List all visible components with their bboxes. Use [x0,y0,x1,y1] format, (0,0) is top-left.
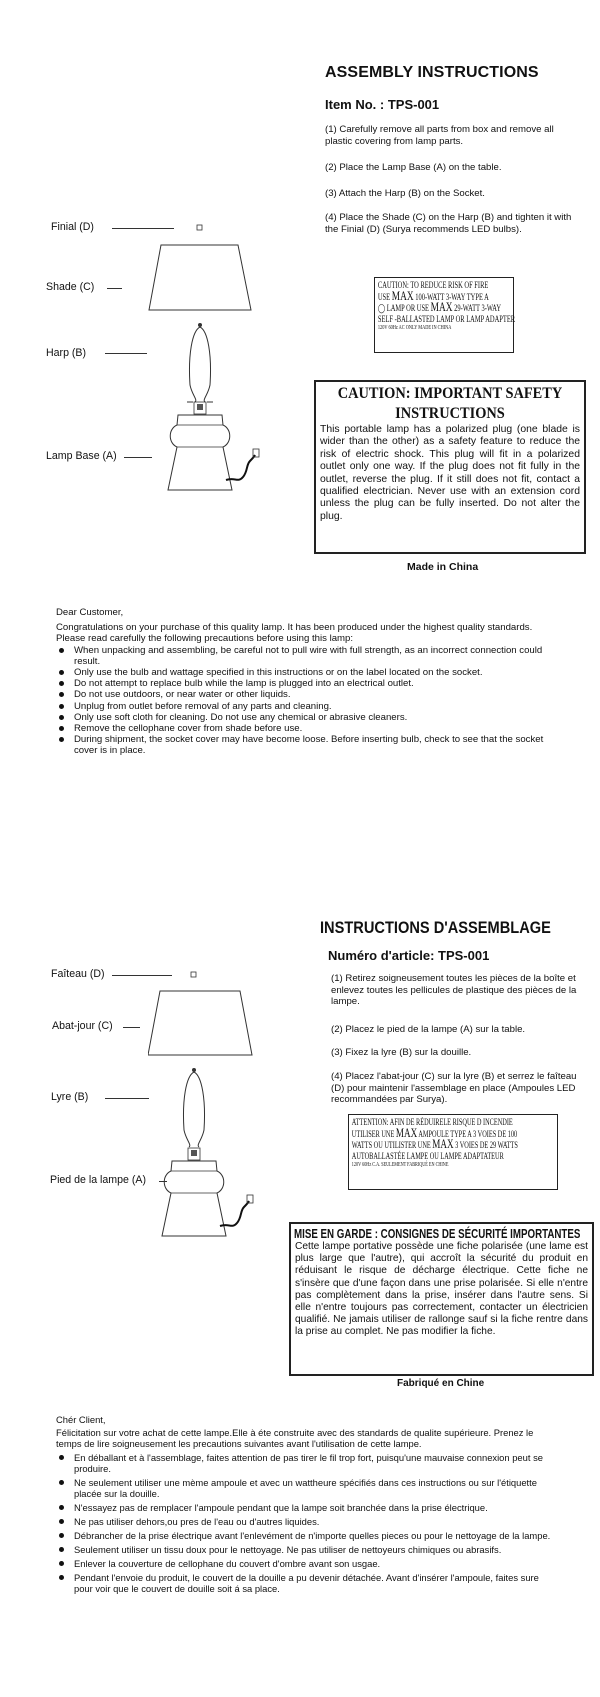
label-harp: Harp (B) [46,347,87,359]
step-2: (2) Place the Lamp Base (A) on the table. [325,162,502,173]
greeting: Chér Client, [56,1414,106,1425]
customer-letter-fr [56,1414,556,1594]
step-4: (4) Place the Shade (C) on the Harp (B) and tighten it with the Finial (D) (Surya recommends LED bulbs). [325,212,572,235]
safety-instructions-box [314,380,586,554]
page-title: ASSEMBLY INSTRUCTIONS [325,64,539,81]
list-item: Ne pas utiliser dehors,ou pres de l'eau ou d'autres liquides. [56,1516,556,1527]
warning-label: CAUTION: TO REDUCE RISK OF FIRE USE MAX 100-WATT 3-WAY TYPE A ◯ LAMP OR USE MAX 29-WATT 3-WAY SELF -BALLASTED LAMP OR LAMP ADAPTER 120V 60Hz AC ONLY MADE IN CHINA [374,277,514,353]
precautions-list [56,1452,556,1594]
intro: Congratulations on your purchase of this quality lamp. It has been produced under the highest quality standards. Please read carefully the following precautions before using this lamp: [56,622,533,645]
label-shade: Shade (C) [46,281,95,293]
list-item: Enlever la couverture de cellophane du couvert d'ombre avant son usgae. [56,1558,556,1569]
safety-instructions-box-fr [289,1222,594,1376]
list-item: Remove the cellophane cover from shade before use. [56,723,556,734]
made-in: Made in China [407,561,479,573]
list-item: During shipment, the socket cover may have become loose. Before inserting bulb, check to see that the socket cover is in place. [56,734,556,756]
item-number-fr: Numéro d'article: TPS-001 [328,948,490,963]
lamp-base-shape [168,415,232,490]
page-title-fr: INSTRUCTIONS D'ASSEMBLAGE [320,918,551,937]
finial-shape [197,225,202,230]
step-3-fr: (3) Fixez la lyre (B) sur la douille. [331,1047,472,1058]
leader-line [107,288,122,289]
made-in-fr: Fabriqué en Chine [397,1378,485,1389]
step-1-fr: (1) Retirez soigneusement toutes les pièces de la boîte et enlevez toutes les pellicules de plastique des pièces de la lampe. [331,973,577,1007]
list-item: Only use soft cloth for cleaning. Do not use any chemical or abrasive cleaners. [56,712,556,723]
safety-title-fr: MISE EN GARDE : CONSIGNES DE SÉCURITÉ IMPORTANTES [294,1227,581,1241]
leader-line [105,1098,149,1099]
intro: Félicitation sur votre achat de cette lampe.Elle à éte construite avec des standards de qualite supérieure. Prenez le temps de lire soigneusement les precautions suivantes avant l'utilisation de cette lampe. [56,1427,534,1449]
step-2-fr: (2) Placez le pied de la lampe (A) sur la table. [331,1024,526,1035]
finial-shape [191,972,196,977]
label-harp-fr: Lyre (B) [51,1091,89,1103]
leader-line [123,1027,140,1028]
label-finial-fr: Faîteau (D) [51,968,105,980]
greeting: Dear Customer, [56,607,124,618]
list-item: Do not attempt to replace bulb while the lamp is plugged into an electrical outlet. [56,678,556,689]
warning-label-fr: ATTENTION: AFIN DE RÉDUIRELE RISQUE D INCENDIE UTILISER UNE MAX AMPOULE TYPE A 3 VOIES DE 100 WATTS OU UTILISTER UNE MAX 3 VOIES DE 29 WATTS AUTOBALLASTÉE LAMPE OU LAMPE ADAPTATEUR 120V 60Hz C.A. SEULEMENT FABRIQUÉ EN CHINE [348,1114,558,1190]
precautions-list [56,645,556,757]
lamp-base-shape [162,1161,226,1236]
label-finial: Finial (D) [51,221,94,233]
cord-shape [226,455,255,480]
item-number: Item No. : TPS-001 [325,97,440,112]
list-item: Seulement utiliser un tissu doux pour le nettoyage. Ne pas utiliser de nettoyeurs chimiques ou abrasifs. [56,1544,556,1555]
step-4-fr: (4) Placez l'abat-jour (C) sur la lyre (B) et serrez le faîteau (D) pour maintenir l'assemblage en place (Ampoules LED recommandées par Surya). [331,1071,577,1105]
harp-shape [183,1072,204,1147]
list-item: En déballant et à l'assemblage, faites attention de pas tirer le fil trop fort, puisqu'une mauvaise connexion peut se produire. [56,1452,556,1474]
list-item: Ne seulement utiliser une mème ampoule et avec un wattheure spécifiés dans ces instructions ou sur l'étiquette placée sur la douille. [56,1477,556,1499]
label-lamp-base: Lamp Base (A) [46,450,117,462]
list-item: Unplug from outlet before removal of any parts and cleaning. [56,701,556,712]
step-3: (3) Attach the Harp (B) on the Socket. [325,188,485,199]
list-item: N'essayez pas de remplacer l'ampoule pendant que la lampe soit branchée dans la prise électrique. [56,1502,556,1513]
bulb-icon: ◯ [377,303,386,313]
list-item: Do not use outdoors, or near water or other liquids. [56,689,556,700]
list-item: Débrancher de la prise électrique avant l'enlevément de n'importe quelles pieces ou pour le nettoyage de la lampe. [56,1530,556,1541]
label-lamp-base-fr: Pied de la lampe (A) [50,1174,146,1186]
step-1: (1) Carefully remove all parts from box and remove all plastic covering from lamp parts. [325,124,554,147]
list-item: Pendant l'envoie du produit, le couvert de la douille a pu devenir détachée. Avant d'insérer l'ampoule, faites sure pour voir que le couvert de douille soit á sa place. [56,1572,556,1594]
harp-shape [189,327,210,402]
cord-shape [220,1201,249,1226]
safety-title: CAUTION: IMPORTANT SAFETY INSTRUCTIONS [337,385,563,422]
shade-shape [148,991,252,1055]
lamp-diagram [140,215,280,500]
list-item: When unpacking and assembling, be careful not to pull wire with full strength, as an incorrect connection could result. [56,645,556,667]
customer-letter [56,607,556,757]
lamp-diagram-fr [148,962,288,1247]
label-shade-fr: Abat-jour (C) [52,1020,113,1032]
shade-shape [149,245,251,310]
list-item: Only use the bulb and wattage specified in this instructions or on the label located on the socket. [56,667,556,678]
safety-body: This portable lamp has a polarized plug (one blade is wider than the other) as a safety feature to reduce the risk of electric shock. This plug will fit in a polarized outlet only one way. If the plug does not fit fully in the outlet, reverse the plug. If it still does not fit, contact a qualified electrician. Never use with an extension cord unless the plug can be fully inserted. Do not alter the plug. [320,424,580,522]
safety-body-fr: Cette lampe portative possède une fiche polarisée (une lame est plus large que l'autre), qui accroît la sécurité du produit en réduisant le risque de décharge électrique. Cette fiche ne s'insère que d'une façon dans une prise polarisée. Si elle n'entre pas complètement dans la prise, insérer dans l'autre sens. Si elle n'entre toujours pas correctement, contacter un électricien qualifié. Ne jamais utiliser de rallonge sauf si la fiche rentre dans la prise au complet. Ne pas modifier la fiche. [295,1241,588,1338]
